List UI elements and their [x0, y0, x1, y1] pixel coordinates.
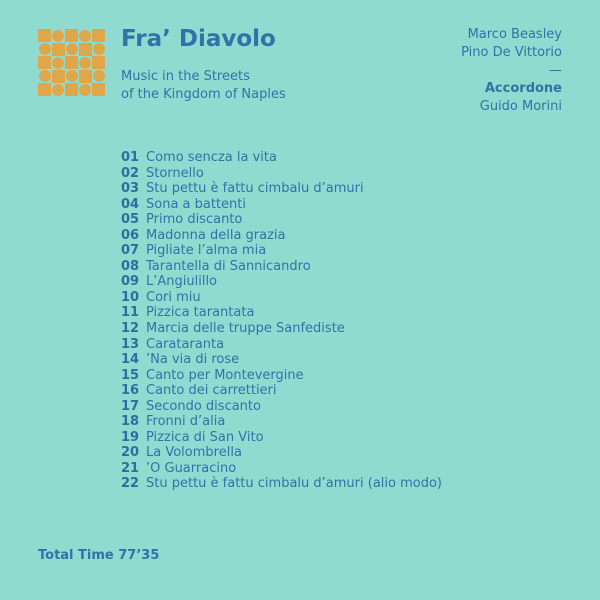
- track-row: [121, 181, 442, 197]
- track-row: [121, 197, 442, 213]
- track-number: 14: [121, 352, 140, 368]
- track-row: [121, 166, 442, 182]
- track-row: [121, 368, 442, 384]
- track-title: Pigliate l’alma mia: [146, 243, 267, 259]
- track-number: 11: [121, 305, 140, 321]
- track-number: 20: [121, 445, 140, 461]
- track-title: Cori miu: [146, 289, 201, 305]
- track-title: Pizzica di San Vito: [146, 429, 264, 445]
- track-title: La Volombrella: [146, 445, 242, 461]
- track-number: 06: [121, 227, 140, 243]
- track-row: [121, 430, 442, 446]
- track-row: [121, 243, 442, 259]
- track-row: [121, 228, 442, 244]
- track-number: 08: [121, 258, 140, 274]
- track-title: L’Angiulillo: [146, 274, 218, 290]
- track-title: Carataranta: [146, 336, 225, 352]
- track-number: 04: [121, 196, 140, 212]
- track-row: [121, 461, 442, 477]
- track-number: 19: [121, 429, 140, 445]
- track-title: Stu pettu è fattu cimbalu d’amuri: [146, 181, 364, 197]
- track-title: Marcia delle truppe Sanfediste: [146, 321, 345, 337]
- track-title: Primo discanto: [146, 212, 243, 228]
- track-number: 18: [121, 414, 140, 430]
- album-title: Fra’ Diavolo: [121, 26, 276, 52]
- subtitle-line-1: Music in the Streets: [121, 69, 250, 84]
- track-row: [121, 305, 442, 321]
- credit-performer-1: Marco Beasley: [467, 27, 562, 42]
- track-number: 03: [121, 181, 140, 197]
- track-number: 07: [121, 243, 140, 259]
- track-row: [121, 414, 442, 430]
- track-row: [121, 212, 442, 228]
- track-number: 01: [121, 150, 140, 165]
- track-number: 17: [121, 398, 140, 414]
- track-row: [121, 352, 442, 368]
- track-row: [121, 383, 442, 399]
- track-number: 05: [121, 212, 140, 228]
- track-row: [121, 476, 442, 492]
- track-number: 15: [121, 367, 140, 383]
- credit-performer-2: Pino De Vittorio: [461, 45, 562, 60]
- credit-separator: —: [549, 63, 562, 78]
- credit-director: Guido Morini: [479, 99, 562, 114]
- checkered-diamond-logo-icon: [38, 29, 106, 97]
- track-title: Stu pettu è fattu cimbalu d’amuri (alio modo): [146, 476, 442, 492]
- track-title: Stornello: [146, 165, 204, 181]
- track-title: Canto per Montevergine: [146, 367, 304, 383]
- track-title: Como sencza la vita: [146, 150, 277, 165]
- track-row: [121, 337, 442, 353]
- track-row: [121, 274, 442, 290]
- track-row: [121, 321, 442, 337]
- track-number: 22: [121, 476, 140, 492]
- track-title: Madonna della grazia: [146, 227, 286, 243]
- credit-ensemble: Accordone: [484, 81, 562, 96]
- subtitle-line-2: of the Kingdom of Naples: [121, 87, 286, 102]
- track-title: ’O Guarracino: [146, 460, 237, 476]
- track-title: Sona a battenti: [146, 196, 247, 212]
- credits-block: [461, 26, 562, 116]
- track-row: [121, 259, 442, 275]
- track-row: [121, 290, 442, 306]
- track-number: 21: [121, 460, 140, 476]
- track-number: 09: [121, 274, 140, 290]
- track-number: 13: [121, 336, 140, 352]
- track-number: 12: [121, 321, 140, 337]
- total-time: Total Time 77’35: [38, 548, 160, 563]
- track-row: [121, 150, 442, 166]
- track-row: [121, 399, 442, 415]
- track-title: Tarantella di Sannicandro: [146, 258, 311, 274]
- track-row: [121, 445, 442, 461]
- track-number: 16: [121, 383, 140, 399]
- track-number: 10: [121, 289, 140, 305]
- track-title: Pizzica tarantata: [146, 305, 255, 321]
- track-title: Secondo discanto: [146, 398, 261, 414]
- track-title: ’Na via di rose: [146, 352, 240, 368]
- track-title: Fronni d’alia: [146, 414, 226, 430]
- album-subtitle: [121, 68, 286, 104]
- track-list: [121, 150, 442, 492]
- track-number: 02: [121, 165, 140, 181]
- track-title: Canto dei carrettieri: [146, 383, 277, 399]
